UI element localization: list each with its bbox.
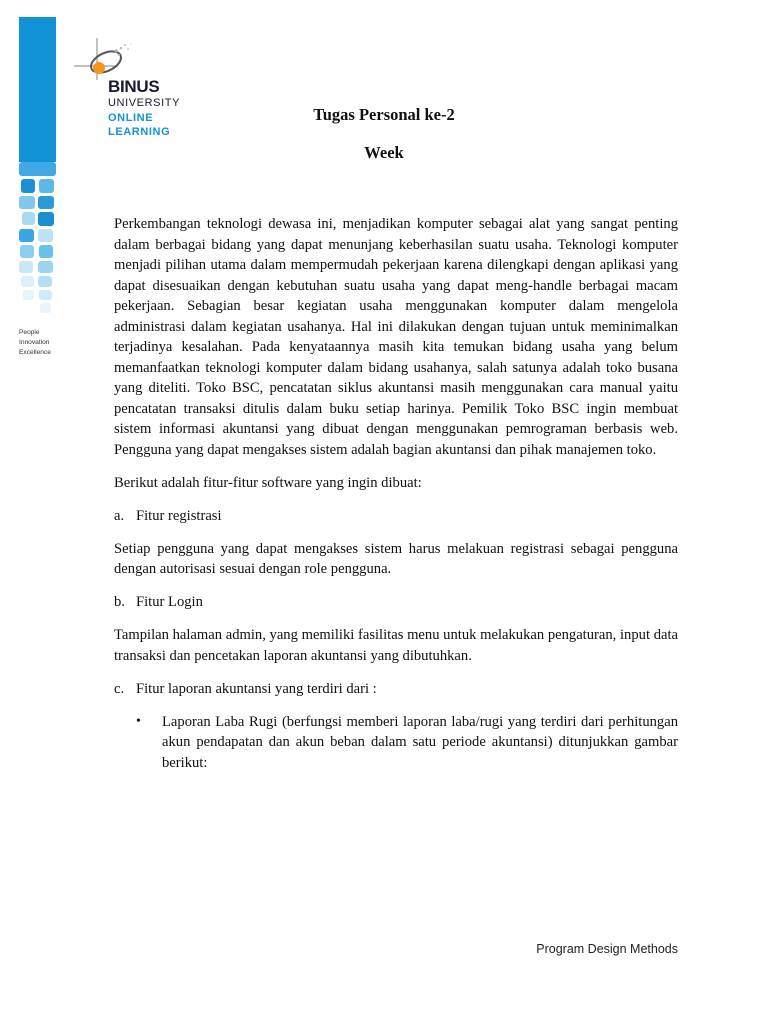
logo-online: ONLINE [108, 112, 154, 124]
feature-item-c [114, 679, 678, 700]
stripe-tile [19, 229, 34, 242]
stripe-tile [38, 229, 53, 242]
feature-item-b [114, 592, 678, 613]
stripe-tile [38, 261, 53, 273]
bullet-icon: • [136, 713, 141, 729]
intro-paragraph: Perkembangan teknologi dewasa ini, menjadikan komputer sebagai alat yang sangat penting dalam berbagai bidang yang dapat menunjang keberhasilan suatu usaha. Teknologi komputer menjadi pilihan utama dalam mempermudah pekerjaan karena dilengkapi dengan aplikasi yang dapat disesuaikan dengan kebutuhan suatu usaha yang dapat meng-handle berbagai macam pekerjaan. Sebagian besar kegiatan usaha menggunakan komputer dalam mengelola administrasi dalam kegiatan usahanya. Hal ini dilakukan dengan tujuan untuk meminimalkan terjadinya kesalahan. Pada kenyataannya masih kita temukan bidang usaha yang belum memanfaatkan teknologi komputer dalam bidang usahanya, salah satunya adalah toko busana yang diteliti. Toko BSC, pencatatan siklus akuntansi masih menggunakan cara manual yaitu pencatatan transaksi ditulis dalam buku setiap harinya. Pemilik Toko BSC ingin membuat sistem informasi akuntansi yang dibuat dengan menggunakan pemrograman berbasis web. Pengguna yang dapat mengakses sistem adalah bagian akuntansi dan pihak manajemen toko. [114, 216, 678, 458]
binus-logo [72, 36, 192, 142]
stripe-tile [19, 261, 33, 273]
stripe-tile [21, 179, 35, 193]
feature-description: Tampilan halaman admin, yang memiliki fasilitas menu untuk melakukan pengaturan, input data transaksi dan pencetakan laporan akuntansi yang dibutuhkan. [114, 627, 678, 664]
stripe-tile [39, 290, 52, 300]
stripe-tile [23, 290, 34, 300]
document-subtitle: Week [364, 143, 404, 162]
stripe-tile [40, 303, 51, 313]
stripe-tile [39, 245, 53, 258]
stripe-tile [20, 245, 34, 258]
stripe-tile [22, 212, 35, 225]
document-body [114, 214, 678, 773]
features-intro: Berikut adalah fitur-fitur software yang ingin dibuat: [114, 474, 422, 491]
tagline [19, 328, 51, 358]
feature-title: Fitur laporan akuntansi yang terdiri dari : [136, 680, 377, 697]
tagline-line: Innovation [19, 339, 50, 346]
stripe-tile [39, 179, 54, 193]
decorative-side-stripe [19, 17, 56, 315]
document-title: Tugas Personal ke-2 [313, 105, 455, 124]
feature-description: Setiap pengguna yang dapat mengakses sistem harus melakuan registrasi sebagai pengguna dengan autorisasi sesuai dengan role pengguna. [114, 540, 678, 577]
stripe-tile [19, 162, 56, 176]
stripe-tile [38, 196, 54, 209]
logo-emblem-icon [72, 36, 142, 82]
logo-wordmark: BINUS [108, 77, 160, 96]
logo-university: UNIVERSITY [108, 97, 181, 109]
feature-title: Fitur Login [136, 594, 203, 610]
list-marker: a. [114, 507, 125, 524]
bullet-text: Laporan Laba Rugi (berfungsi memberi laporan laba/rugi yang terdiri dari perhitungan akun pendapatan dan akun beban dalam satu periode akuntansi) ditunjukkan gambar berikut: [162, 713, 678, 771]
tagline-line: Excellence [19, 349, 51, 356]
feature-item-a [114, 506, 678, 527]
page-footer: Program Design Methods [536, 942, 678, 956]
stripe-tile [38, 212, 54, 226]
logo-learning: LEARNING [108, 126, 171, 138]
bullet-item [136, 712, 678, 774]
list-marker: b. [114, 594, 125, 610]
stripe-tile [21, 276, 34, 287]
feature-title: Fitur registrasi [136, 507, 222, 524]
list-marker: c. [114, 680, 125, 697]
stripe-tile [19, 196, 35, 209]
stripe-tile [38, 276, 52, 287]
stripe-solid-block [19, 17, 56, 162]
tagline-line: People [19, 329, 40, 336]
